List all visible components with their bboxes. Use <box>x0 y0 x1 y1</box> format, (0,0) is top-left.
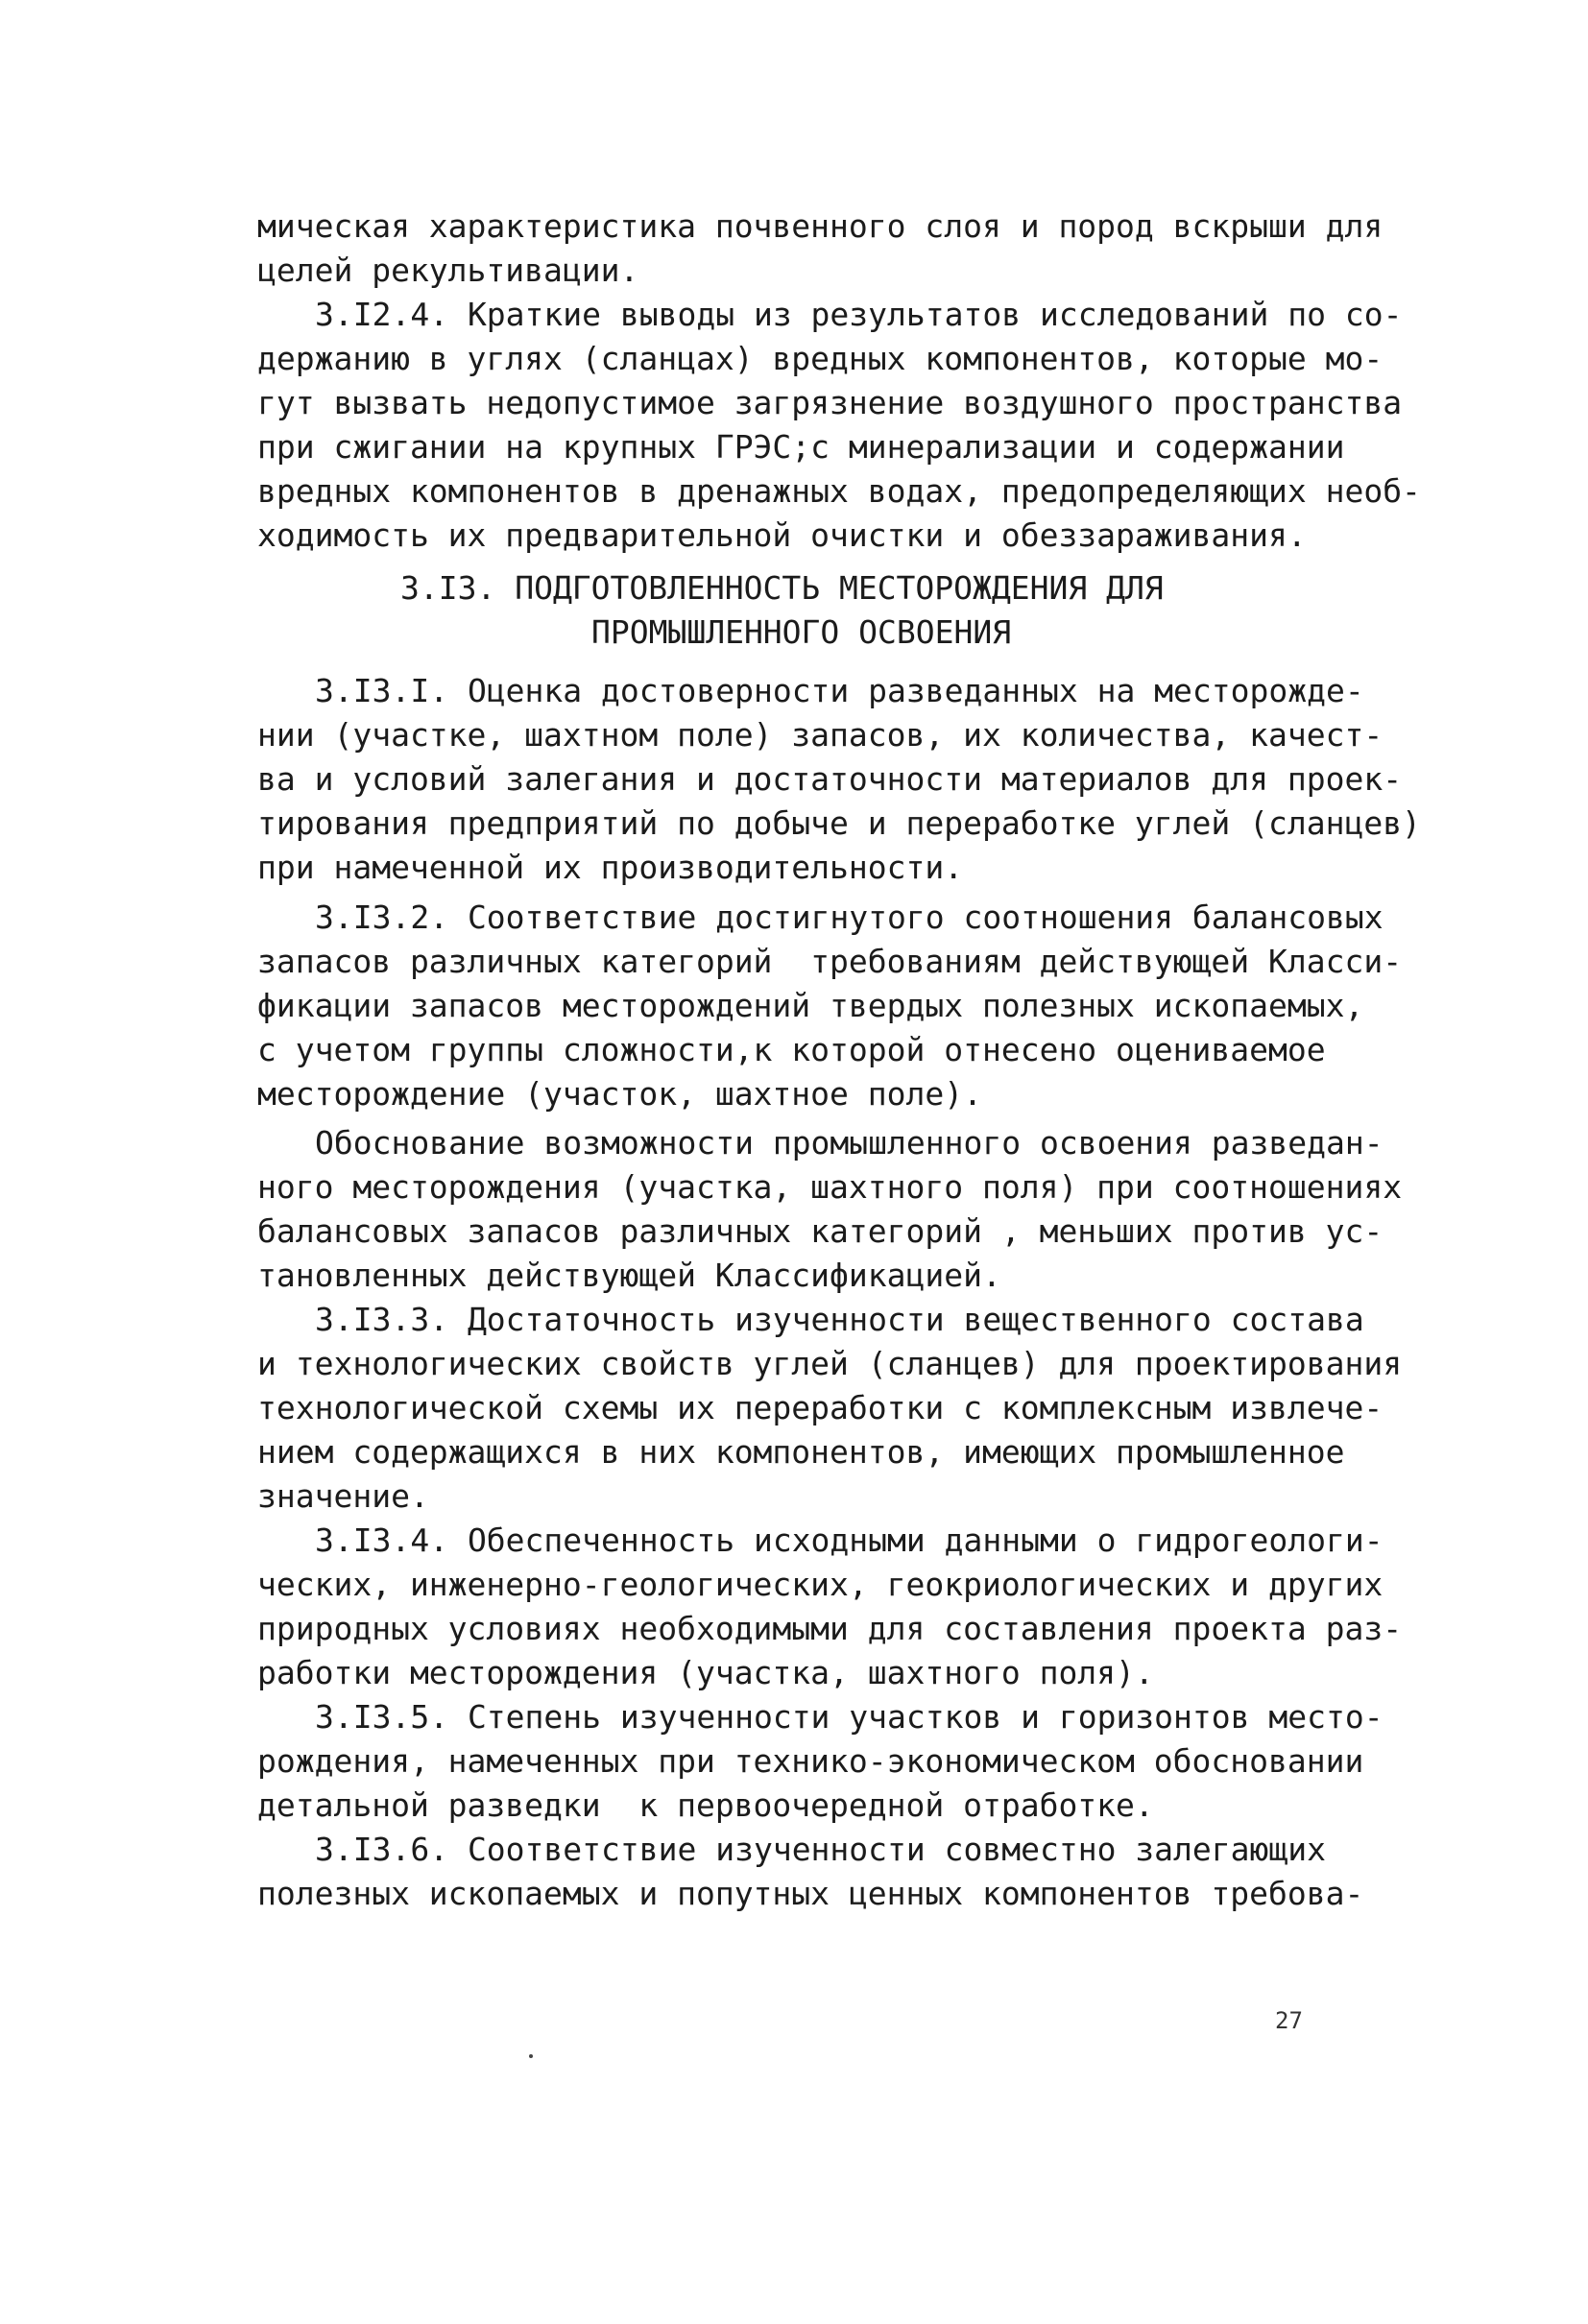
text-line-13: ва и условий залегания и достаточности материалов для проек- <box>257 760 1403 798</box>
section-heading-line-1: 3.I3. ПОДГОТОВЛЕННОСТЬ МЕСТОРОЖДЕНИЯ ДЛЯ <box>400 569 1164 607</box>
text-line-8: ходимость их предварительной очистки и обеззараживания. <box>257 516 1307 554</box>
page-number: 27 <box>1275 2007 1303 2034</box>
text-line-2: целей рекультивации. <box>257 252 639 289</box>
text-line-21: Обоснование возможности промышленного освоения разведан- <box>315 1124 1383 1162</box>
text-line-11: 3.I3.I. Оценка достоверности разведанных на месторожде- <box>315 672 1364 709</box>
text-line-32: природных условиях необходимыми для составления проекта раз- <box>257 1610 1403 1647</box>
text-line-34: 3.I3.5. Степень изученности участков и горизонтов место- <box>315 1698 1383 1736</box>
text-line-37: 3.I3.6. Соответствие изученности совместно залегающих <box>315 1831 1326 1868</box>
text-line-20: месторождение (участок, шахтное поле). <box>257 1075 982 1113</box>
text-line-7: вредных компонентов в дренажных водах, предопределяющих необ- <box>257 472 1421 510</box>
text-line-4: держанию в углях (сланцах) вредных компонентов, которые мо- <box>257 340 1383 377</box>
text-line-15: при намеченной их производительности. <box>257 849 964 886</box>
text-line-3: 3.I2.4. Краткие выводы из результатов исследований по со- <box>315 296 1403 333</box>
text-line-24: тановленных действующей Классификацией. <box>257 1257 1001 1294</box>
text-line-26: и технологических свойств углей (сланцев) для проектирования <box>257 1345 1403 1382</box>
text-line-30: 3.I3.4. Обеспеченность исходными данными о гидрогеологи- <box>315 1521 1383 1559</box>
text-line-18: фикации запасов месторождений твердых полезных ископаемых, <box>257 987 1364 1024</box>
text-line-19: с учетом группы сложности,к которой отнесено оцениваемое <box>257 1031 1326 1068</box>
text-line-22: ного месторождения (участка, шахтного поля) при соотношениях <box>257 1168 1403 1206</box>
text-line-35: рождения, намеченных при технико-экономическом обосновании <box>257 1742 1364 1780</box>
text-line-29: значение. <box>257 1477 429 1515</box>
text-line-23: балансовых запасов различных категорий , меньших против ус- <box>257 1212 1383 1250</box>
scan-speck <box>529 2054 533 2058</box>
text-line-16: 3.I3.2. Соответствие достигнутого соотношения балансовых <box>315 898 1383 936</box>
text-line-1: мическая характеристика почвенного слоя и пород вскрыши для <box>257 207 1383 245</box>
text-line-28: нием содержащихся в них компонентов, имеющих промышленное <box>257 1433 1345 1471</box>
text-line-31: ческих, инженерно-геологических, геокриологических и других <box>257 1566 1383 1603</box>
text-line-5: гут вызвать недопустимое загрязнение воздушного пространства <box>257 384 1403 421</box>
text-line-33: работки месторождения (участка, шахтного поля). <box>257 1654 1154 1691</box>
text-line-6: при сжигании на крупных ГРЭС;с минерализации и содержании <box>257 428 1345 466</box>
text-line-12: нии (участке, шахтном поле) запасов, их количества, качест- <box>257 716 1383 754</box>
text-line-17: запасов различных категорий требованиям действующей Класси- <box>257 943 1403 980</box>
text-line-36: детальной разведки к первоочередной отработке. <box>257 1786 1154 1824</box>
text-line-14: тирования предприятий по добыче и переработке углей (сланцев) <box>257 804 1421 842</box>
text-line-25: 3.I3.3. Достаточность изученности вещественного состава <box>315 1301 1364 1338</box>
text-line-38: полезных ископаемых и попутных ценных компонентов требова- <box>257 1875 1364 1912</box>
section-heading-line-2: ПРОМЫШЛЕННОГО ОСВОЕНИЯ <box>591 613 1012 651</box>
text-line-27: технологической схемы их переработки с комплексным извлече- <box>257 1389 1383 1426</box>
